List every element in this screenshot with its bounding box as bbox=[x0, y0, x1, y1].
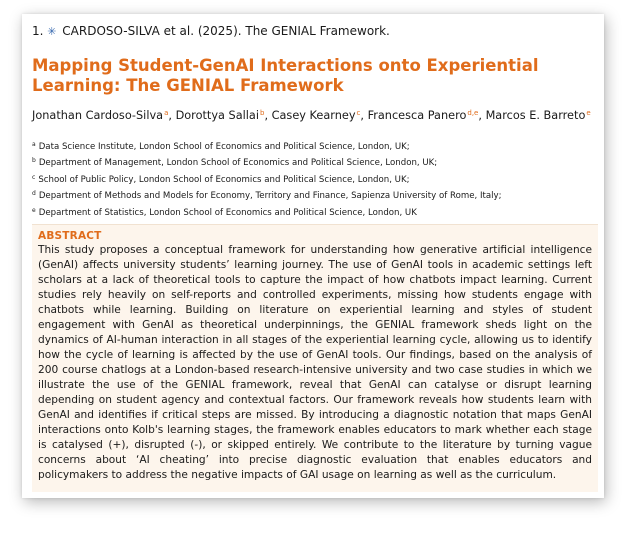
affiliation-item bbox=[32, 187, 502, 203]
affiliation-text: Department of Methods and Models for Economy, Territory and Finance, Sapienza University of Rome, Italy; bbox=[38, 191, 502, 202]
author-name: Francesca Panero bbox=[367, 109, 467, 122]
affiliation-text: Department of Statistics, London School of Economics and Political Science, London, UK bbox=[38, 207, 417, 218]
author-affiliation-mark: d,e bbox=[467, 109, 479, 117]
author-affiliation-mark: b bbox=[259, 109, 265, 117]
author-name: Jonathan Cardoso-Silva bbox=[32, 109, 164, 122]
affiliation-item bbox=[32, 204, 502, 220]
affiliation-item bbox=[32, 138, 502, 154]
affiliation-mark: a bbox=[32, 141, 36, 148]
affiliation-text: School of Public Policy, London School of Economics and Political Science, London, UK; bbox=[38, 174, 410, 185]
author-separator: , bbox=[360, 109, 368, 122]
reference-icon: ✳ bbox=[47, 25, 57, 38]
affiliation-mark: c bbox=[32, 173, 36, 181]
author-name: Marcos E. Barreto bbox=[485, 109, 586, 122]
author-name: Dorottya Sallai bbox=[175, 109, 259, 122]
author-affiliation-mark: c bbox=[356, 109, 361, 117]
affiliation-text: Data Science Institute, London School of Economics and Political Science, London, UK; bbox=[38, 142, 410, 152]
author-separator: , bbox=[478, 109, 486, 122]
affiliation-mark: b bbox=[32, 157, 36, 165]
affiliation-list bbox=[32, 138, 502, 220]
affiliation-item bbox=[32, 154, 502, 170]
author-name: Casey Kearney bbox=[271, 109, 356, 122]
author-list bbox=[32, 109, 591, 122]
author-affiliation-mark: e bbox=[586, 109, 591, 117]
author-affiliation-mark: a bbox=[164, 109, 169, 117]
abstract-heading: ABSTRACT bbox=[38, 230, 102, 242]
abstract-text: This study proposes a conceptual framework for understanding how generative artificial intelligence (GenAI) affects university students’ learning journey. The use of GenAI tools in academic settings left scholars at a lack of theoretical tools to capture the impact of how chatbots impact learning. Current studies rely heavily on self-reports and controlled experiments, missing how students engage with chatbots while learning. Building on literature on experiential learning and styles of student engagement with GenAI as theoretical underpinnings, the GENIAL framework sheds light on the dynamics of AI-human interaction in all stages of the experiential learning cycle, allowing us to identify how the cycle of learning is affected by the use of GenAI tools. Our findings, based on the analysis of 200 course chatlogs at a London-based research-intensive university and two case studies in which we illustrate the use of the GENIAL framework, reveal that GenAI can catalyse or disrupt learning depending on student agency and contextual factors. Our framework reveals how students learn with GenAI and identifies if critical steps are missed. By introducing a diagnostic notation that maps GenAI interactions onto Kolb's learning stages, the framework enables educators to mark whether each stage is catalysed (+), disrupted (-), or skipped entirely. We contribute to the literature by turning vague concerns about ‘AI cheating’ into precise diagnostic evaluation that enables educators and policymakers to address the negative impacts of GAI usage on learning as well as the curriculum. bbox=[38, 244, 592, 481]
author-separator: , bbox=[264, 109, 272, 122]
document-page bbox=[22, 14, 604, 498]
affiliation-mark: e bbox=[32, 206, 36, 214]
affiliation-mark: d bbox=[32, 190, 36, 198]
affiliation-item bbox=[32, 171, 502, 187]
reference-line: 1. ✳ CARDOSO-SILVA et al. (2025). The GENIAL Framework. bbox=[32, 24, 390, 38]
paper-title: Mapping Student-GenAI Interactions onto Experiential Learning: The GENIAL Framework bbox=[32, 56, 539, 95]
abstract-box bbox=[32, 224, 598, 492]
affiliation-text: Department of Management, London School of Economics and Political Science, London, UK; bbox=[38, 158, 438, 169]
author-separator: , bbox=[168, 109, 176, 122]
